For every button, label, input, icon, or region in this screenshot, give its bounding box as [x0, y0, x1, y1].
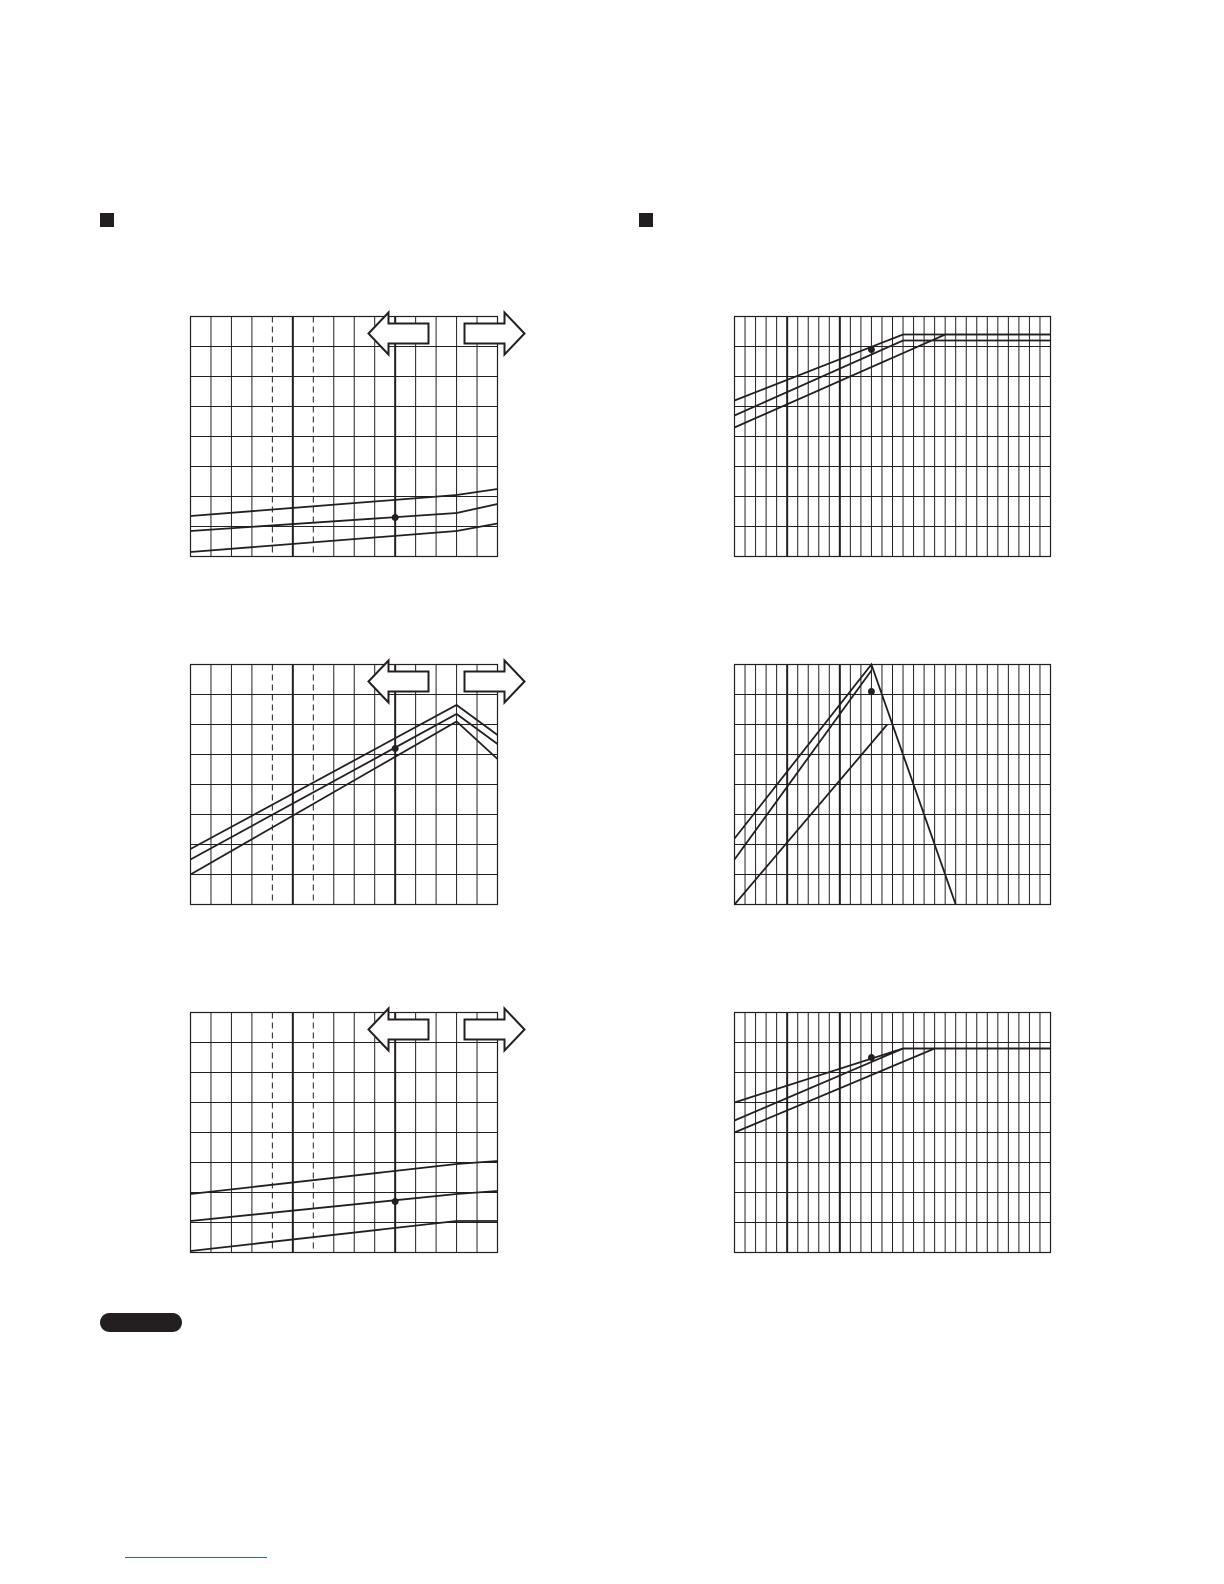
filled-square-icon: [639, 213, 653, 227]
left-arrow-icon: [369, 313, 429, 355]
marked-point: [868, 688, 875, 695]
chart-left-1: [190, 316, 526, 558]
marked-point: [392, 745, 399, 752]
marked-point: [392, 514, 399, 521]
right-arrow-icon: [465, 313, 525, 355]
left-arrow-icon: [369, 661, 429, 703]
chart-left-2: [190, 664, 526, 906]
marked-point: [868, 1054, 875, 1061]
marked-point: [392, 1198, 399, 1205]
chart-left-3: [190, 1012, 526, 1254]
chart-right-1: [734, 316, 1052, 558]
filled-square-icon: [100, 213, 114, 227]
chart-right-2: [734, 664, 1052, 906]
series-line-3: [191, 722, 498, 875]
series-line-2: [191, 1191, 498, 1221]
series-line-1: [191, 705, 498, 849]
footer-link-underline[interactable]: [125, 1557, 267, 1558]
series-line-1: [191, 489, 498, 516]
right-arrow-icon: [465, 661, 525, 703]
right-arrow-icon: [465, 1009, 525, 1051]
chart-right-3: [734, 1012, 1052, 1254]
note-badge-icon: [100, 1313, 182, 1332]
marked-point: [868, 346, 875, 353]
series-line-1: [191, 1161, 498, 1194]
series-line-3: [191, 1221, 498, 1251]
left-arrow-icon: [369, 1009, 429, 1051]
